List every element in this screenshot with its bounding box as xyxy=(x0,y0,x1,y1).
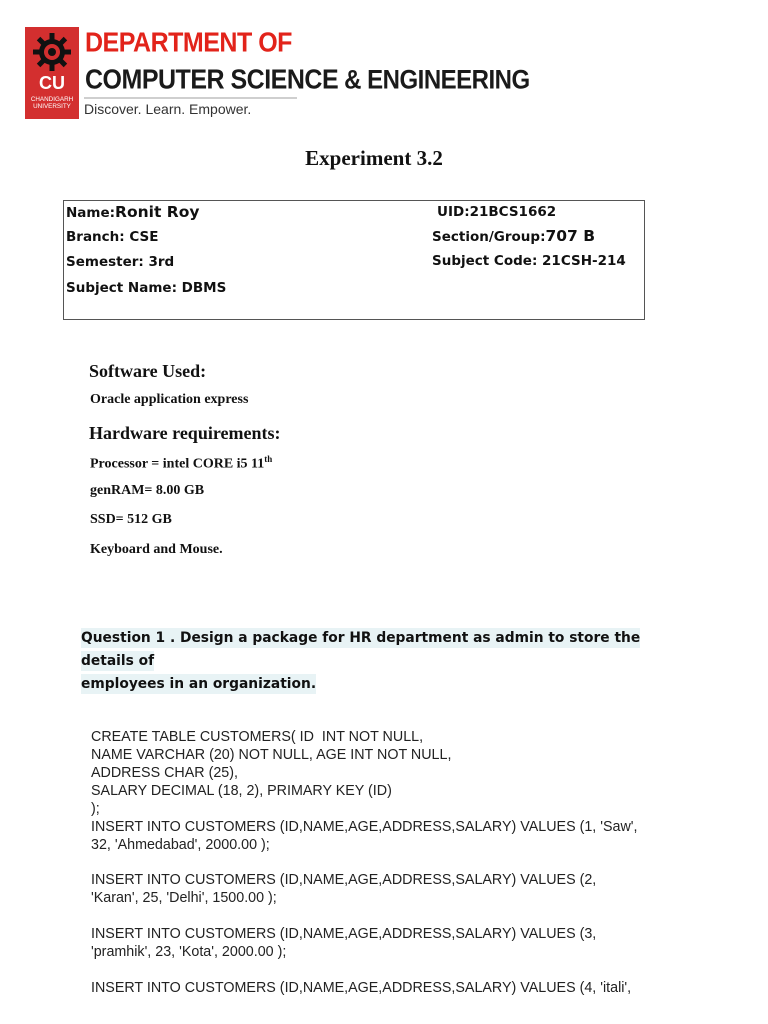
logo-university-text: CHANDIGARH UNIVERSITY xyxy=(30,96,74,110)
subject-code: Subject Code: 21CSH-214 xyxy=(432,253,626,269)
student-semester: Semester: 3rd xyxy=(66,254,175,270)
code-block: INSERT INTO CUSTOMERS (ID,NAME,AGE,ADDRESS,SALARY) VALUES (3, 'pramhik', 23, 'Kota', 2000.00 ); xyxy=(91,926,597,960)
tagline: Discover. Learn. Empower. xyxy=(84,101,252,117)
department-subheading: COMPUTER SCIENCE & ENGINEERING xyxy=(85,64,530,96)
student-name: Name:Ronit Roy xyxy=(66,203,200,221)
hardware-ssd: SSD= 512 GB xyxy=(90,512,172,527)
hardware-ram: genRAM= 8.00 GB xyxy=(90,483,205,498)
header-divider xyxy=(84,97,297,99)
student-branch: Branch: CSE xyxy=(66,229,159,245)
hardware-heading: Hardware requirements: xyxy=(89,423,281,443)
question-text xyxy=(81,627,681,696)
hardware-processor: Processor = intel CORE i5 11th xyxy=(90,454,273,472)
hardware-peripherals: Keyboard and Mouse. xyxy=(90,542,223,557)
page-title: Experiment 3.2 xyxy=(305,146,443,170)
question-line-1: Question 1 . Design a package for HR department as admin to store the details of xyxy=(81,630,641,669)
software-value: Oracle application express xyxy=(90,392,249,407)
subject-name: Subject Name: DBMS xyxy=(66,280,227,296)
software-heading: Software Used: xyxy=(89,361,207,381)
university-logo xyxy=(25,27,79,119)
code-block: CREATE TABLE CUSTOMERS( ID INT NOT NULL, NAME VARCHAR (20) NOT NULL, AGE INT NOT NULL, ADDRESS CHAR (25), SALARY DECIMAL (18, 2), PRIMARY KEY (ID) ); INSERT INTO CUSTOMERS (ID,NAME,AGE,ADDRESS,SALARY) VALUES (1, 'Saw', 32, 'Ahmedabad', 2000.00 ); xyxy=(91,729,638,853)
code-block: INSERT INTO CUSTOMERS (ID,NAME,AGE,ADDRESS,SALARY) VALUES (2, 'Karan', 25, 'Delhi', 1500.00 ); xyxy=(91,872,597,906)
department-heading: DEPARTMENT OF xyxy=(85,27,292,59)
question-line-2: employees in an organization. xyxy=(81,676,317,692)
logo-cu-text: CU xyxy=(39,73,65,93)
student-section: Section/Group:707 B xyxy=(432,227,596,245)
gear-emblem-icon xyxy=(31,31,73,73)
code-block: INSERT INTO CUSTOMERS (ID,NAME,AGE,ADDRESS,SALARY) VALUES (4, 'itali', xyxy=(91,980,632,996)
student-uid: UID:21BCS1662 xyxy=(437,204,557,220)
